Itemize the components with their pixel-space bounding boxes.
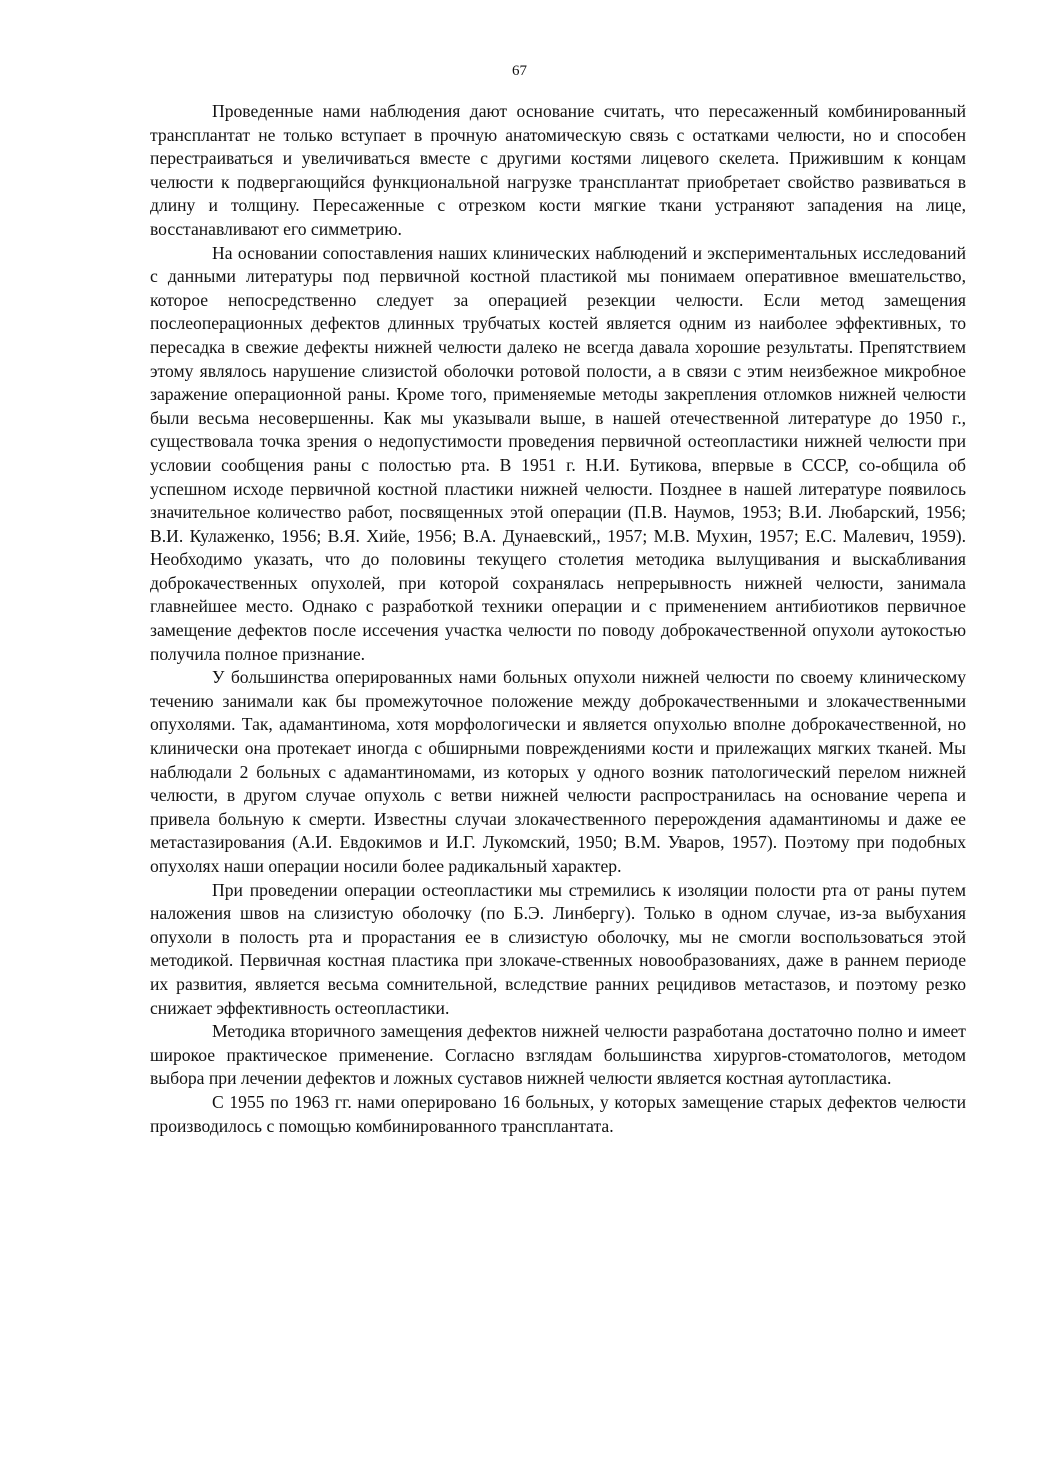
paragraph-5: Методика вторичного замещения дефектов нижней челюсти разработана достаточно полно и имеет широкое практическое применение. Согласно взглядам большинства хирургов-стоматологов, методом выбора при лечении дефектов и ложных суставов нижней челюсти является костная аутопластика. [150, 1021, 966, 1089]
body-text [150, 100, 966, 1138]
paragraph-4: При проведении операции остеопластики мы стремились к изоляции полости рта от раны путем наложения швов на слизистую оболочку (по Б.Э. Линбергу). Только в одном случае, из-за выбухания опухоли в полость рта и прорастания ее в слизистую оболочку, мы не смогли воспользоваться этой методикой. Первичная костная пластика при злокаче-ственных новообразованиях, даже в раннем периоде их развития, является весьма сомнительной, вследствие ранних рецидивов метастазов, и поэтому резко снижает эффективность остеопластики. [150, 879, 966, 1018]
page-number: 67 [512, 63, 527, 79]
paragraph-1: Проведенные нами наблюдения дают основание считать, что пересаженный комбинированный трансплантат не только вступает в прочную анатомическую связь с остатками челюсти, но и способен перестраиваться и увеличиваться вместе с другими костями лицевого скелета. Прижившим к концам челюсти к подвергающийся функциональной нагрузке трансплантат приобретает свойство развиваться в длину и толщину. Пересаженные с отрезком кости мягкие ткани устраняют западения на лице, восстанавливают его симметрию. [150, 101, 966, 239]
paragraph-2: На основании сопоставления наших клинических наблюдений и экспериментальных исследований с данными литературы под первичной костной пластикой мы понимаем оперативное вмешательство, которое непосредственно следует за операцией резекции челюсти. Если метод замещения послеоперационных дефектов длинных трубчатых костей является одним из наиболее эффективных, то пересадка в свежие дефекты нижней челюсти далеко не всегда давала хорошие результаты. Препятствием этому являлось нарушение слизистой оболочки ротовой полости, а в связи с этим неизбежное микробное заражение операционной раны. Кроме того, применяемые методы закрепления отломков нижней челюсти были весьма несовершенны. Как мы указывали выше, в нашей отечественной литературе до 1950 г., существовала точка зрения о недопустимости проведения первичной остеопластики нижней челюсти при условии сообщения раны с полостью рта. В 1951 г. Н.И. Бутикова, впервые в СССР, со-общила об успешном исходе первичной костной пластики нижней челюсти. Позднее в нашей литературе появилось значительное количество работ, посвященных этой операции (П.В. Наумов, 1953; В.И. Любарский, 1956; В.И. Кулаженко, 1956; В.Я. Хийе, 1956; В.А. Дунаевский,, 1957; М.В. Мухин, 1957; Е.С. Малевич, 1959). Необходимо указать, что до половины текущего столетия методика вылущивания и выскабливания доброкачественных опухолей, при которой сохранялась непрерывность нижней челюсти, занимала главнейшее место. Однако с разработкой техники операции и с применением антибиотиков первичное замещение дефектов после иссечения участка челюсти по поводу доброкачественной опухоли аутокостью получила полное признание. [150, 242, 966, 664]
paragraph-3: У большинства оперированных нами больных опухоли нижней челюсти по своему клиническому течению занимали как бы промежуточное положение между доброкачественными и злокачественными опухолями. Так, адамантинома, хотя морфологически и является опухолью вполне доброкачественной, но клинически она протекает иногда с обширными повреждениями кости и прилежащих мягких тканей. Мы наблюдали 2 больных с адамантиномами, из которых у одного возник патологический перелом нижней челюсти, в другом случае опухоль с ветви нижней челюсти распространилась на основание черепа и привела больную к смерти. Известны случаи злокачественного перерождения адамантиномы и даже ее метастазирования (А.И. Евдокимов и И.Г. Лукомский, 1950; В.М. Уваров, 1957). Поэтому при подобных опухолях наши операции носили более радикальный характер. [150, 667, 966, 876]
paragraph-6: С 1955 по 1963 гг. нами оперировано 16 больных, у которых замещение старых дефектов челюсти производилось с помощью комбинированного трансплантата. [150, 1091, 966, 1136]
